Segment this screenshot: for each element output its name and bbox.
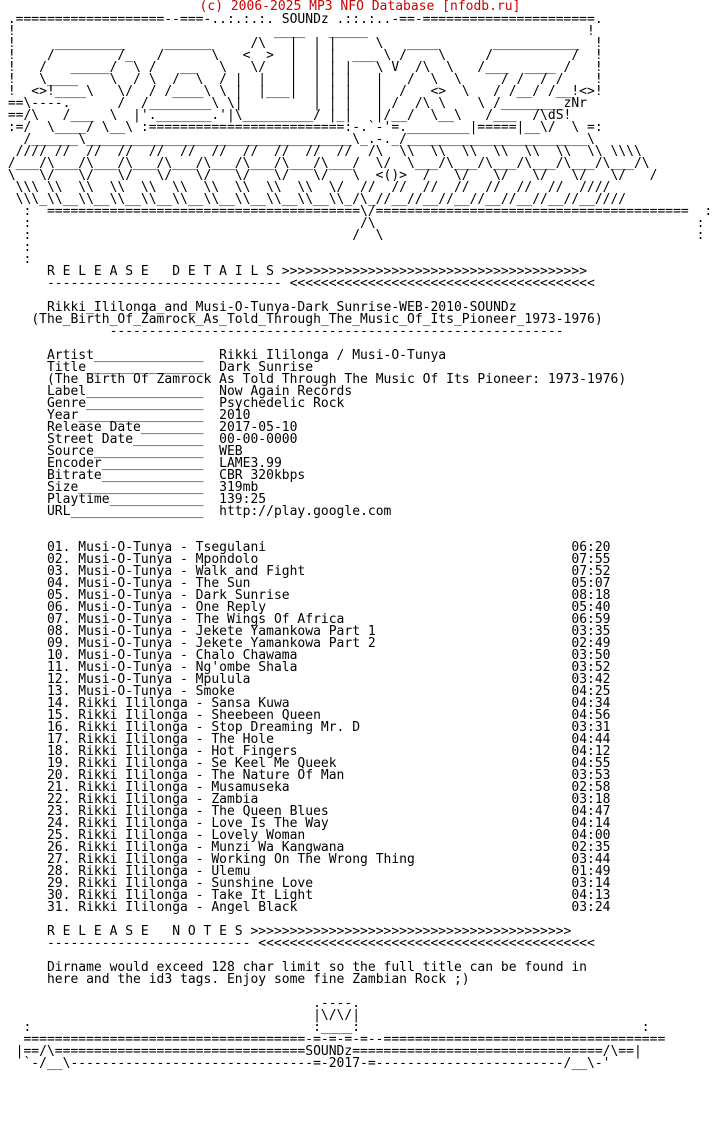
field-label: Title_______________: [46, 360, 220, 375]
track-title: Musi-O-Tunya - Mpondolo: [78, 552, 572, 567]
logo-band-line: /___/\___/\___/\___/\___/\___/\___/\___/\___/ \/ \___/\___/\___/\___/\___/\___/\: [0, 156, 650, 171]
divider: >>>>>>>>>>>>>>>>>>>>>>>>>>>>>>>>>>>>>>>>>: [242, 924, 572, 939]
track-number: 19.: [46, 756, 79, 771]
track-number: 27.: [46, 852, 79, 867]
field-label: (The Birth Of Zamrock: [46, 372, 220, 387]
logo-art-line: ! <>!____\ \/ / /____\ \ | |___| | | | | / <> \ / /__/ /__!<>!: [0, 84, 603, 99]
logo-band-line: //// // // // // // // // // // // /\ \\ \\ \\ \\ \\ \\ \\ \\\\: [0, 144, 642, 159]
track-title: Musi-O-Tunya - The Sun: [78, 576, 572, 591]
field-label: Year________________: [46, 408, 220, 423]
track-number: 22.: [46, 792, 79, 807]
track-number: 05.: [46, 588, 79, 603]
footer-year: 2017: [328, 1056, 361, 1071]
track-time: 03:35: [571, 624, 611, 639]
field-value: Now Again Records: [219, 384, 353, 399]
track-time: 08:18: [571, 588, 611, 603]
track-time: 06:59: [571, 612, 611, 627]
track-time: 03:14: [571, 876, 611, 891]
track-title: Rikki Ililonga - Se Keel Me Queek: [78, 756, 572, 771]
field-value: Rikki Ililonga / Musi-O-Tunya: [219, 348, 447, 363]
track-title: Rikki Ililonga - Zambia: [78, 792, 572, 807]
footer-art: |==/\================================: [0, 1044, 306, 1059]
logo-band-line: \\\_\\__\\__\\__\\__\\__\\__\\__\\__\\__\\_/\_//__//__//__//__//__//__//__////: [0, 192, 627, 207]
track-time: 04:14: [571, 816, 611, 831]
track-time: 04:12: [571, 744, 611, 759]
field-value: http://play.google.com: [219, 504, 392, 519]
logo-band-line: \ \/ \/ \/ \/ \/ \/ \/ \/ \ <()> / \/ \/ \/ \/ \/ /: [0, 168, 658, 183]
track-number: 16.: [46, 720, 79, 735]
track-number: 09.: [46, 636, 79, 651]
track-number: 23.: [46, 804, 79, 819]
divider: >>>>>>>>>>>>>>>>>>>>>>>>>>>>>>>>>>>>>>>: [273, 264, 588, 279]
field-value: WEB: [219, 444, 243, 459]
track-title: Rikki Ililonga - Love Is The Way: [78, 816, 572, 831]
track-title: Musi-O-Tunya - The Wings Of Africa: [78, 612, 572, 627]
track-number: 01.: [46, 540, 79, 555]
track-number: 18.: [46, 744, 79, 759]
logo-art-line: ! ____ _____ !: [0, 24, 595, 39]
track-title: Musi-O-Tunya - Dark Sunrise: [78, 588, 572, 603]
field-value: Dark Sunrise: [219, 360, 314, 375]
field-label: Street Date_________: [46, 432, 220, 447]
track-number: 10.: [46, 648, 79, 663]
track-time: 02:49: [571, 636, 611, 651]
track-time: 06:20: [571, 540, 611, 555]
track-number: 11.: [46, 660, 79, 675]
field-label: Playtime____________: [46, 492, 220, 507]
track-time: 03:31: [571, 720, 611, 735]
track-number: 29.: [46, 876, 79, 891]
track-title: Rikki Ililonga - Take It Light: [78, 888, 572, 903]
dirname: Rikki_Ililonga_and_Musi-O-Tunya-Dark_Sunrise-WEB-2010-SOUNDz: [46, 300, 517, 315]
logo-art-line: ! / /_ / \ < > | | | ___ \ / \ / / !: [0, 48, 603, 63]
track-time: 05:40: [571, 600, 611, 615]
field-value: LAME3.99: [219, 456, 282, 471]
track-number: 26.: [46, 840, 79, 855]
track-number: 06.: [46, 600, 79, 615]
track-time: 04:47: [571, 804, 611, 819]
track-title: Rikki Ililonga - Ulemu: [78, 864, 572, 879]
track-number: 04.: [46, 576, 79, 591]
track-number: 20.: [46, 768, 79, 783]
field-label: Label_______________: [46, 384, 220, 399]
field-label: Size________________: [46, 480, 220, 495]
track-number: 17.: [46, 732, 79, 747]
logo-art-line: ==\----. / /________\ \| | | | | / /\ \ \ /________zNr: [0, 96, 587, 111]
logo-art-line: ! / _____/ \ / __ \ \/ | | | | \ V /\ \ /___ ____ / !: [0, 60, 603, 75]
track-title: Rikki Ililonga - Musamuseka: [78, 780, 572, 795]
track-title: Rikki Ililonga - Sansa Kuwa: [78, 696, 572, 711]
track-number: 30.: [46, 888, 79, 903]
blank-line: [0, 518, 720, 530]
track-title: Rikki Ililonga - The Hole: [78, 732, 572, 747]
section-title: R E L E A S E D E T A I L S: [46, 264, 274, 279]
section-rule: ----------------------------------------------------------: [0, 324, 564, 339]
track-time: 04:55: [571, 756, 611, 771]
logo-band-line: \\\ \\ \\ \\ \\ \\ \\ \\ \\ \\ \/ // // // // // // // ////: [0, 180, 611, 195]
track-time: 01:49: [571, 864, 611, 879]
track-title: Rikki Ililonga - The Nature Of Man: [78, 768, 572, 783]
field-value: Psychedelic Rock: [219, 396, 345, 411]
field-label: URL_________________: [46, 504, 220, 519]
field-value: 319mb: [219, 480, 259, 495]
section-title: R E L E A S E N O T E S: [46, 924, 243, 939]
logo-band-line: : /\ :: [0, 216, 705, 231]
logo-art-line: ! _________ ______ /\ | | | \ ____ ___________ !: [0, 36, 603, 51]
footer-year-line: [0, 1058, 720, 1070]
footer-art: `-/__\-------------------------------=-: [0, 1056, 329, 1071]
track-title: Rikki Ililonga - Working On The Wrong Thing: [78, 852, 572, 867]
track-title: Musi-O-Tunya - Ng'ombe Shala: [78, 660, 572, 675]
track-title: Musi-O-Tunya - Chalo Chawama: [78, 648, 572, 663]
field-label: Release Date________: [46, 420, 220, 435]
field-label: Encoder_____________: [46, 456, 220, 471]
logo-band-line: : ========================================\/======================================== :: [0, 204, 713, 219]
track-number: 25.: [46, 828, 79, 843]
track-title: Musi-O-Tunya - Mpulula: [78, 672, 572, 687]
track-number: 02.: [46, 552, 79, 567]
track-time: 03:52: [571, 660, 611, 675]
track-time: 04:44: [571, 732, 611, 747]
track-number: 15.: [46, 708, 79, 723]
track-number: 03.: [46, 564, 79, 579]
track-number: 24.: [46, 816, 79, 831]
frame-line: :: [0, 240, 32, 255]
track-title: Rikki Ililonga - Angel Black: [78, 900, 572, 915]
field-value: 2017-05-10: [219, 420, 298, 435]
track-time: 03:50: [571, 648, 611, 663]
track-number: 14.: [46, 696, 79, 711]
track-number: 08.: [46, 624, 79, 639]
notes-text: Dirname would exceed 128 char limit so the full title can be found in: [46, 960, 588, 975]
nfo-document: [0, 14, 720, 1070]
logo-band-line: : / \ :: [0, 228, 705, 243]
track-time: 05:07: [571, 576, 611, 591]
nfodb-copyright-link[interactable]: (c) 2006-2025 MP3 NFO Database [nfodb.ru]: [199, 0, 521, 14]
logo-art-line: .===================--===-..:.:.:. SOUNDz .::.:..-==-======================.: [0, 12, 603, 27]
track-number: 07.: [46, 612, 79, 627]
footer-group: SOUNDz: [305, 1044, 353, 1059]
track-number: 28.: [46, 864, 79, 879]
track-title: Musi-O-Tunya - Smoke: [78, 684, 572, 699]
track-time: 07:52: [571, 564, 611, 579]
track-time: 04:25: [571, 684, 611, 699]
track-number: 13.: [46, 684, 79, 699]
dirname: (The_Birth_Of_Zamrock_As_Told_Through_The_Music_Of_Its_Pioneer_1973-1976): [31, 312, 603, 327]
track-title: Rikki Ililonga - Hot Fingers: [78, 744, 572, 759]
track-number: 31.: [46, 900, 79, 915]
track-time: 03:24: [571, 900, 611, 915]
track-title: Rikki Ililonga - Sheebeen Queen: [78, 708, 572, 723]
track-time: 03:42: [571, 672, 611, 687]
notes-text: here and the id3 tags. Enjoy some fine Zambian Rock ;): [46, 972, 470, 987]
track-time: 02:58: [571, 780, 611, 795]
track-title: Musi-O-Tunya - Walk and Fight: [78, 564, 572, 579]
field-value: CBR 320kbps: [219, 468, 306, 483]
track-title: Rikki Ililonga - The Queen Blues: [78, 804, 572, 819]
track-title: Rikki Ililonga - Stop Dreaming Mr. D: [78, 720, 572, 735]
crown-art: .----.: [0, 996, 361, 1011]
footer-art: -=------------------------/__\-': [360, 1056, 611, 1071]
field-value: As Told Through The Music Of Its Pioneer: 1973-1976): [219, 372, 627, 387]
track-time: 03:53: [571, 768, 611, 783]
track-title: Musi-O-Tunya - Jekete Yamankowa Part 1: [78, 624, 572, 639]
track-number: 21.: [46, 780, 79, 795]
track-time: 04:13: [571, 888, 611, 903]
frame-line: :: [0, 252, 32, 267]
footer-rule: ====================================-=-=-=-=--====================================: [0, 1032, 666, 1047]
track-time: 04:34: [571, 696, 611, 711]
logo-art-line: ==/\ /___ \ |'._______.'|\_________/ |_| |/__/ \__\ /___ /\dS!: [0, 108, 572, 123]
track-time: 04:56: [571, 708, 611, 723]
section-rule: ------------------------------ <<<<<<<<<<<<<<<<<<<<<<<<<<<<<<<<<<<<<<<: [0, 276, 595, 291]
track-time: 02:35: [571, 840, 611, 855]
notes-line: [0, 974, 720, 986]
track-title: Musi-O-Tunya - One Reply: [78, 600, 572, 615]
track-title: Rikki Ililonga - Sunshine Love: [78, 876, 572, 891]
field-label: Source______________: [46, 444, 220, 459]
field-label: Bitrate_____________: [46, 468, 220, 483]
release-field: [0, 506, 720, 518]
track-title: Rikki Ililonga - Lovely Woman: [78, 828, 572, 843]
crown-art: |\/\/|: [0, 1008, 361, 1023]
track-title: Musi-O-Tunya - Jekete Yamankowa Part 2: [78, 636, 572, 651]
track-time: 07:55: [571, 552, 611, 567]
logo-art-line: :=/ \____/ \__\ :=========================:-.`-'=.________|=====|__\/ \ =:: [0, 120, 603, 135]
section-rule: -------------------------- <<<<<<<<<<<<<<<<<<<<<<<<<<<<<<<<<<<<<<<<<<<: [0, 936, 595, 951]
track-title: Rikki Ililonga - Munzi Wa Kangwana: [78, 840, 572, 855]
track-number: 12.: [46, 672, 79, 687]
field-label: Genre_______________: [46, 396, 220, 411]
crown-art: : :____: :: [0, 1020, 650, 1035]
field-label: Artist______________: [46, 348, 220, 363]
track-time: 03:18: [571, 792, 611, 807]
field-value: 139:25: [219, 492, 267, 507]
track-time: 04:00: [571, 828, 611, 843]
track-row: [0, 902, 720, 914]
track-time: 03:44: [571, 852, 611, 867]
logo-art-line: ! \____ \ / \ / \ / | | | | | | | / \ \ / / / / !: [0, 72, 603, 87]
logo-art-line: /______\__________________________________\_.-._/_______________________\: [0, 132, 595, 147]
footer-art: ================================/\==|: [352, 1044, 642, 1059]
field-value: 2010: [219, 408, 251, 423]
field-value: 00-00-0000: [219, 432, 298, 447]
track-title: Musi-O-Tunya - Tsegulani: [78, 540, 572, 555]
